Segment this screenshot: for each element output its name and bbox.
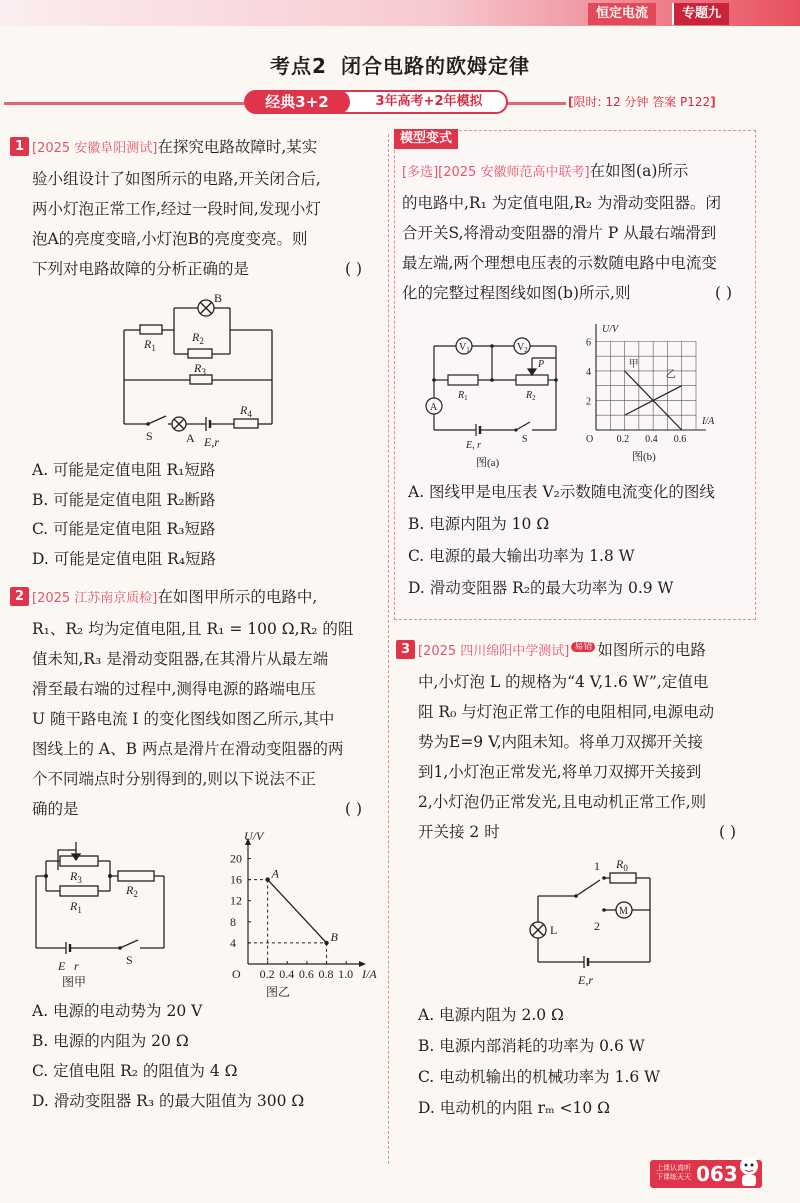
origin-label: O <box>586 434 594 445</box>
q3-options <box>414 1000 754 1124</box>
q3-source: [2025 四川绵阳中学测试] <box>418 644 570 659</box>
q1-label-B: B <box>214 291 223 305</box>
section-heading <box>0 50 800 79</box>
q2-number: 2 <box>10 587 29 606</box>
q1-label-R2: $R_2$ <box>192 330 204 346</box>
banner-pill: 经典3+2 <box>244 90 350 114</box>
q2-answer-blank: ( ) <box>344 800 362 818</box>
data-point <box>265 877 269 881</box>
q2-stem: 2 [2025 江苏南京质检]在如图甲所示的电路中, R₁、R₂ 均为定值电阻,且 R₁ = 100 Ω,R₂ 的阻 值未知,R₃ 是滑动变阻器,在其滑片从最左端 滑至最右端的过程中,测得电源的路端电压 U 随干路电流 I 的变化图线如图乙所示,其中 图线上的 A、B 两点是滑片在滑动变阻器的两 个不同端点时分别得到的,则以下说法不正 确的是 ( ) <box>10 582 382 824</box>
page-number: 063 <box>696 1162 738 1186</box>
model-caption-a: 图(a) <box>476 457 500 469</box>
model-circuit-a <box>416 322 576 472</box>
model-type: [多选] <box>402 165 439 180</box>
footer-slogan: 上课认真听 下课练天天 <box>656 1164 691 1181</box>
q1-number: 1 <box>10 137 29 156</box>
q2-options <box>28 996 388 1116</box>
q3-label-L: L <box>550 923 558 937</box>
q3-circuit-diagram <box>520 850 670 990</box>
q2-option-b[interactable]: B. 电源的内阻为 20 Ω <box>32 1032 189 1050</box>
q1-source: [2025 安徽阜阳测试] <box>32 141 158 156</box>
q1-option-d[interactable]: D. 可能是定值电阻 R₄短路 <box>32 549 217 568</box>
series-line <box>268 880 327 943</box>
q3-answer-blank: ( ) <box>718 823 736 841</box>
y-tick-label: 16 <box>230 872 242 887</box>
q3-label-R0: $R_0$ <box>616 857 628 873</box>
x-tick-label: 0.4 <box>279 967 295 981</box>
model-option-c[interactable]: C. 电源的最大输出功率为 1.8 W <box>408 547 635 565</box>
model-label-V1: $V_1$ <box>459 342 470 354</box>
q2-label-E: E <box>58 959 66 973</box>
q2-circuit-jia <box>30 834 180 994</box>
x-tick-label: 0.8 <box>318 967 334 981</box>
q3-option-b[interactable]: B. 电源内部消耗的功率为 0.6 W <box>418 1037 645 1055</box>
banner-sub-pill: 3年高考+2年模拟 <box>340 90 508 114</box>
q1-stem: 1 [2025 安徽阜阳测试]在探究电路故障时,某实 验小组设计了如图所示的电路,开关闭合后, 两小灯泡正常工作,经过一段时间,发现小灯 泡A的亮度变暗,小灯泡B的亮度变亮。则 下列对电路故障的分析正确的是 ( ) <box>10 132 382 284</box>
y-axis-label: U/V <box>244 830 264 843</box>
model-chart-b <box>578 318 728 470</box>
q1-option-b[interactable]: B. 可能是定值电阻 R₂断路 <box>32 490 216 509</box>
q2-label-R3: $R_3$ <box>70 869 82 885</box>
q1-option-a[interactable]: A. 可能是定值电阻 R₁短路 <box>32 461 216 479</box>
q3-badge: 易错 <box>571 642 595 652</box>
q3-label-Er: E,r <box>578 973 593 987</box>
y-axis-label: U/V <box>602 324 619 335</box>
question-1 <box>10 132 382 284</box>
q3-label-1: 1 <box>594 859 600 873</box>
model-source: [2025 安徽师范高中联考] <box>438 165 590 180</box>
banner-rule-mid <box>506 102 566 105</box>
x-tick-label: 0.6 <box>298 967 314 981</box>
section-number: 考点2 <box>270 54 327 78</box>
model-label-Er: E, r <box>466 440 481 451</box>
model-option-a[interactable]: A. 图线甲是电压表 V₂示数随电流变化的图线 <box>408 483 715 501</box>
q1-label-R1: $R_1$ <box>144 337 156 353</box>
series-label: 甲 <box>628 358 639 370</box>
x-tick-label: 1.0 <box>338 967 354 981</box>
q1-label-R4: $R_4$ <box>240 403 252 419</box>
q1-label-A: A <box>186 431 195 445</box>
model-option-d[interactable]: D. 滑动变阻器 R₂的最大功率为 0.9 W <box>408 579 674 597</box>
q1-options <box>28 456 388 574</box>
chart-caption: 图(b) <box>632 451 656 463</box>
q2-label-S: S <box>126 953 133 967</box>
model-question <box>402 156 752 308</box>
y-tick-label: 2 <box>586 396 591 408</box>
x-tick-label: 0.2 <box>616 434 630 445</box>
q1-label-R3: $R_3$ <box>194 361 206 377</box>
column-divider <box>388 134 389 1164</box>
x-axis-label: I/A <box>362 967 377 981</box>
section-title: 闭合电路的欧姆定律 <box>340 54 530 78</box>
model-label-V2: $V_2$ <box>517 342 528 354</box>
model-options <box>404 476 754 604</box>
model-stem: [多选][2025 安徽师范高中联考]在如图(a)所示 的电路中,R₁ 为定值电阻,R₂ 为滑动变阻器。闭 合开关S,将滑动变阻器的滑片 P 从最右端滑到 最左端,两个理想电压表的示数随电路中电流变 化的完整过程图线如图(b)所示,则 ( ) <box>402 156 752 308</box>
banner-rule-left <box>4 102 248 105</box>
q2-chart-yi <box>200 830 380 1000</box>
model-variant-tag: 模型变式 <box>394 129 458 149</box>
q2-caption-jia: 图甲 <box>62 975 87 989</box>
y-tick-label: 6 <box>586 337 591 349</box>
model-answer-blank: ( ) <box>714 284 732 302</box>
page-footer <box>650 1160 762 1188</box>
q2-label-R1: $R_1$ <box>70 899 82 915</box>
mascot-icon <box>736 1154 762 1188</box>
q3-option-a[interactable]: A. 电源内阻为 2.0 Ω <box>418 1006 564 1024</box>
model-label-A: A <box>430 402 438 413</box>
x-tick-label: 0.2 <box>259 967 275 981</box>
point-label: A <box>271 866 279 881</box>
data-point <box>324 941 328 945</box>
y-tick-label: 4 <box>230 935 236 950</box>
topic-tag: 恒定电流 <box>588 3 656 25</box>
model-label-R2: $R_2$ <box>526 390 536 402</box>
unit-tag: 专题九 <box>672 3 729 25</box>
question-2 <box>10 582 382 824</box>
point-label: B <box>330 929 338 944</box>
model-label-S: S <box>522 434 528 445</box>
q1-circuit-diagram <box>110 290 290 450</box>
q2-source: [2025 江苏南京质检] <box>32 591 158 606</box>
y-tick-label: 20 <box>230 851 242 866</box>
q1-option-c[interactable]: C. 可能是定值电阻 R₃短路 <box>32 520 216 538</box>
time-limit: [限时: 12 分钟 答案 P122] <box>568 95 716 109</box>
question-3 <box>396 632 756 847</box>
q1-label-S: S <box>146 429 153 443</box>
q2-label-R2: $R_2$ <box>126 883 138 899</box>
model-label-P: P <box>538 359 545 370</box>
chart-caption: 图乙 <box>266 985 291 999</box>
origin-label: O <box>232 967 241 981</box>
q1-answer-blank: ( ) <box>344 260 362 278</box>
q2-label-r: r <box>74 959 79 973</box>
q3-label-2: 2 <box>594 919 600 933</box>
series-label: 乙 <box>665 369 676 381</box>
y-tick-label: 12 <box>230 893 242 908</box>
q3-number: 3 <box>396 640 415 659</box>
q3-option-c[interactable]: C. 电动机输出的机械功率为 1.6 W <box>418 1068 661 1086</box>
q3-label-M: M <box>619 906 628 917</box>
q1-label-Er: E,r <box>204 435 219 449</box>
x-tick-label: 0.6 <box>673 434 687 445</box>
q2-option-a[interactable]: A. 电源的电动势为 20 V <box>32 1002 203 1020</box>
model-option-b[interactable]: B. 电源内阻为 10 Ω <box>408 515 550 533</box>
y-tick-label: 8 <box>230 914 236 929</box>
x-tick-label: 0.4 <box>645 434 658 445</box>
model-label-R1: $R_1$ <box>458 390 468 402</box>
q3-option-d[interactable]: D. 电动机的内阻 rₘ <10 Ω <box>418 1099 610 1117</box>
q2-option-c[interactable]: C. 定值电阻 R₂ 的阻值为 4 Ω <box>32 1062 238 1080</box>
x-axis-label: I/A <box>702 416 715 427</box>
y-tick-label: 4 <box>586 366 591 378</box>
q3-stem: 3 [2025 四川绵阳中学测试] $^{易错}$ 如图所示的电路 中,小灯泡 L 的规格为“4 V,1.6 W”,定值电 阻 R₀ 与灯泡正常工作的电阻相同,电源电动 势为E=9 V,内阻未知。将单刀双掷开关接 到1,小灯泡正常发光,将单刀双掷开关接到 2,小灯泡仍正常发光,且电动机正常工作,则 开关接 2 时 ( ) <box>396 632 756 847</box>
q2-option-d[interactable]: D. 滑动变阻器 R₃ 的最大阻值为 300 Ω <box>32 1092 305 1110</box>
